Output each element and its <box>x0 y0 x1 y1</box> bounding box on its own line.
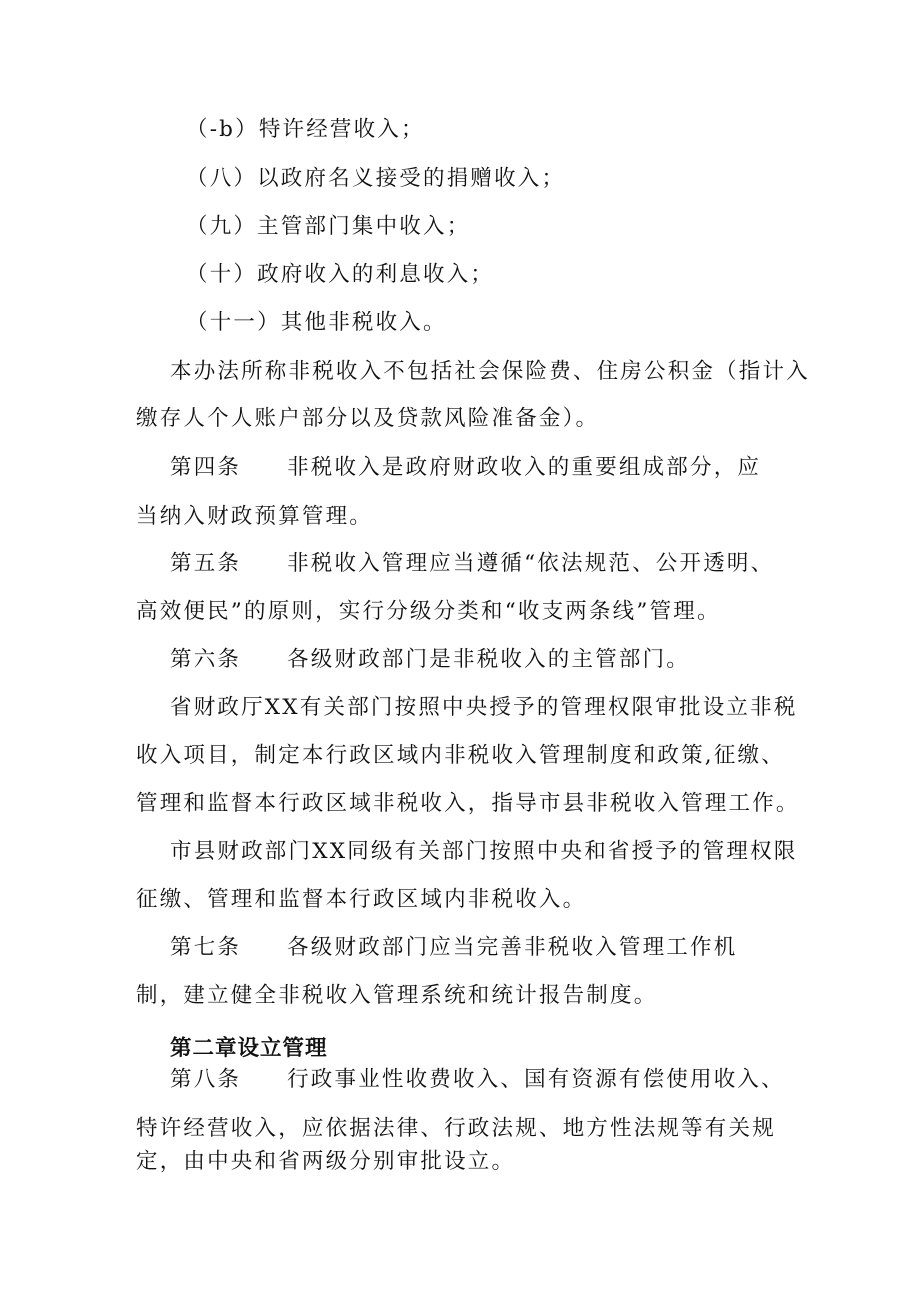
article-6 <box>170 647 690 673</box>
article-label: 第六条 <box>170 647 242 672</box>
article-4 <box>170 455 761 481</box>
article-text: 行政事业性收费收入、国有资源有偿使用收入、 <box>287 1067 785 1092</box>
paragraph-line: 制，建立健全非税收入管理系统和统计报告制度。 <box>136 983 658 1008</box>
article-7 <box>170 935 737 961</box>
chapter-heading: 第二章设立管理 <box>170 1036 328 1061</box>
article-5 <box>170 551 774 577</box>
paragraph-line: 收入项目，制定本行政区域内非税收入管理制度和政策,征缴、 <box>136 743 785 768</box>
paragraph-line: 管理和监督本行政区域非税收入，指导市县非税收入管理工作。 <box>136 791 800 816</box>
paragraph-line: 高效便民”的原则，实行分级分类和“收支两条线”管理。 <box>136 599 721 624</box>
paragraph-line: 缴存人个人账户部分以及贷款风险准备金）。 <box>136 406 600 431</box>
article-label: 第八条 <box>170 1067 242 1092</box>
list-item-9: （九）主管部门集中收入； <box>186 214 471 239</box>
list-item-7: （-b）特许经营收入； <box>186 117 425 142</box>
paragraph-line: 省财政厅XX有关部门按照中央授予的管理权限审批设立非税 <box>170 695 798 720</box>
paragraph-line: 当纳入财政预算管理。 <box>136 504 374 529</box>
article-text: 各级财政部门是非税收入的主管部门。 <box>287 647 691 672</box>
article-text: 非税收入是政府财政收入的重要组成部分，应 <box>287 455 762 480</box>
paragraph-line: 特许经营收入，应依据法律、行政法规、地方性法规等有关规 <box>136 1116 776 1141</box>
article-label: 第五条 <box>170 551 242 576</box>
list-item-11: （十一）其他非税收入。 <box>186 310 447 335</box>
article-text: 非税收入管理应当遵循“依法规范、公开透明、 <box>287 551 775 576</box>
article-8 <box>170 1067 785 1093</box>
paragraph-line: 市县财政部门XX同级有关部门按照中央和省授予的管理权限 <box>170 839 798 864</box>
paragraph-line: 征缴、管理和监督本行政区域内非税收入。 <box>136 887 587 912</box>
paragraph-line: 本办法所称非税收入不包括社会保险费、住房公积金（指计入 <box>170 359 810 384</box>
list-item-10: （十）政府收入的利息收入； <box>186 262 495 287</box>
list-item-8: （八）以政府名义接受的捐赠收入； <box>186 166 566 191</box>
article-text: 各级财政部门应当完善非税收入管理工作机 <box>287 935 738 960</box>
article-label: 第七条 <box>170 935 242 960</box>
article-label: 第四条 <box>170 455 242 480</box>
paragraph-line: 定，由中央和省两级分别审批设立。 <box>136 1149 516 1174</box>
